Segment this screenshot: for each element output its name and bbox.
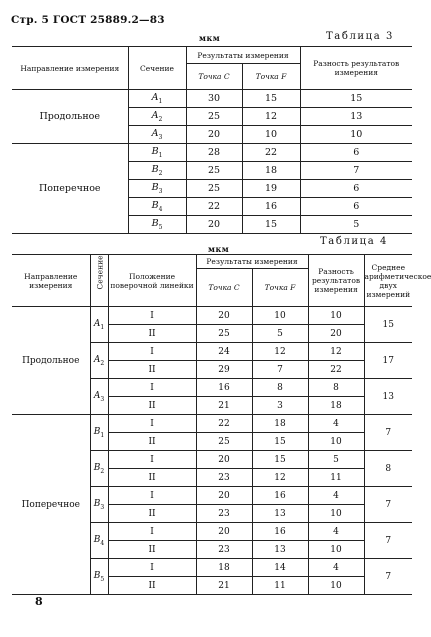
t3-header-results: Результаты измерения [186,47,300,64]
section-letter: B [151,146,159,158]
table-row [12,144,412,162]
mean-value: 15 [364,307,412,343]
point-c-value: 20 [196,523,252,541]
section-cell [90,487,108,523]
t4-header-direction: Направление измерения [12,255,90,307]
table4-title: Таблица 4 [320,236,389,247]
point-f-value: 8 [252,379,308,397]
point-c-value: 24 [196,343,252,361]
point-c-value: 22 [196,415,252,433]
section-index: 1 [158,97,163,105]
table3-title: Таблица 3 [326,31,395,42]
difference-value: 5 [300,216,412,234]
point-c-value: 30 [186,90,242,108]
difference-value: 4 [308,523,364,541]
section-index: 1 [158,151,163,159]
difference-value: 6 [300,198,412,216]
section-index: 2 [158,115,163,123]
difference-value: 10 [308,505,364,523]
section-index: 4 [100,539,105,547]
section-index: 2 [100,467,105,475]
point-f-value: 12 [242,108,300,126]
ruler-position: II [108,325,196,343]
point-f-value: 18 [252,415,308,433]
point-c-value: 22 [186,198,242,216]
difference-value: 6 [300,180,412,198]
section-letter: A [151,92,159,104]
point-f-value: 12 [252,469,308,487]
section-cell [90,379,108,415]
section-letter: B [93,570,101,581]
difference-value: 7 [300,162,412,180]
direction-cell: Продольное [12,90,128,144]
t4-header-section-text: Сечение [95,255,104,290]
section-index: 1 [100,323,105,331]
point-f-value: 10 [252,307,308,325]
point-f-value: 5 [252,325,308,343]
point-f-value: 10 [242,126,300,144]
difference-value: 11 [308,469,364,487]
point-c-value: 25 [186,180,242,198]
section-index: 3 [158,187,163,195]
section-letter: B [93,498,101,509]
t4-header-point-c: Точка C [196,269,252,307]
point-f-value: 15 [252,451,308,469]
t3-header-direction: Направление измерения [12,47,128,90]
section-cell [128,90,186,108]
point-c-value: 23 [196,541,252,559]
point-c-value: 29 [196,361,252,379]
section-index: 2 [100,359,105,367]
point-f-value: 18 [242,162,300,180]
section-cell [128,126,186,144]
section-cell [128,216,186,234]
section-letter: B [151,164,159,176]
table4 [12,254,431,595]
point-c-value: 25 [186,162,242,180]
point-f-value: 15 [242,90,300,108]
section-cell [128,144,186,162]
point-c-value: 20 [186,216,242,234]
point-f-value: 3 [252,397,308,415]
difference-value: 22 [308,361,364,379]
section-letter: B [151,200,159,212]
point-c-value: 23 [196,505,252,523]
page-number: 8 [35,595,43,608]
section-letter: B [151,182,159,194]
difference-value: 4 [308,487,364,505]
t4-header-point-f: Точка F [252,269,308,307]
mean-value: 7 [364,523,412,559]
ruler-position: I [108,523,196,541]
section-index: 2 [158,169,163,177]
difference-value: 4 [308,415,364,433]
ruler-position: I [108,307,196,325]
point-f-value: 14 [252,559,308,577]
point-c-value: 20 [196,307,252,325]
point-c-value: 21 [196,397,252,415]
section-letter: A [93,318,101,329]
section-index: 3 [100,395,105,403]
point-c-value: 25 [186,108,242,126]
section-cell [90,523,108,559]
section-index: 1 [100,431,105,439]
point-c-value: 20 [196,451,252,469]
direction-cell: Поперечное [12,415,90,595]
ruler-position: I [108,451,196,469]
point-f-value: 7 [252,361,308,379]
difference-value: 10 [300,126,412,144]
section-letter: A [93,390,101,401]
ruler-position: II [108,577,196,595]
difference-value: 18 [308,397,364,415]
mean-value: 7 [364,559,412,595]
section-cell [128,198,186,216]
point-c-value: 28 [186,144,242,162]
section-cell [128,162,186,180]
point-f-value: 13 [252,541,308,559]
section-letter: A [151,110,159,122]
difference-value: 10 [308,307,364,325]
section-cell [128,180,186,198]
point-c-value: 23 [196,469,252,487]
page-header: Стр. 5 ГОСТ 25889.2—83 [11,14,165,26]
point-c-value: 21 [196,577,252,595]
section-letter: A [151,128,159,140]
section-letter: A [93,354,101,365]
point-c-value: 16 [196,379,252,397]
section-cell [90,415,108,451]
t3-header-point-c: Точка C [186,64,242,90]
point-c-value: 20 [186,126,242,144]
difference-value: 12 [308,343,364,361]
section-cell [90,343,108,379]
difference-value: 10 [308,577,364,595]
difference-value: 15 [300,90,412,108]
ruler-position: I [108,343,196,361]
table-row [12,415,412,433]
t4-header-mean: Среднее арифметическое двух измерений [364,255,412,307]
table-row [12,307,412,325]
section-cell [90,307,108,343]
ruler-position: I [108,559,196,577]
direction-cell: Поперечное [12,144,128,234]
table3-unit: мкм [199,33,221,43]
mean-value: 13 [364,379,412,415]
mean-value: 17 [364,343,412,379]
section-index: 3 [158,133,163,141]
ruler-position: I [108,379,196,397]
difference-value: 5 [308,451,364,469]
section-cell [128,108,186,126]
direction-cell: Продольное [12,307,90,415]
point-c-value: 25 [196,433,252,451]
point-f-value: 13 [252,505,308,523]
point-f-value: 15 [252,433,308,451]
section-letter: B [151,218,159,230]
section-letter: B [93,534,101,545]
ruler-position: II [108,469,196,487]
difference-value: 4 [308,559,364,577]
section-index: 4 [158,205,163,213]
point-f-value: 12 [252,343,308,361]
ruler-position: II [108,361,196,379]
ruler-position: II [108,433,196,451]
ruler-position: I [108,487,196,505]
table4-unit: мкм [208,244,230,254]
section-index: 3 [100,503,105,511]
difference-value: 13 [300,108,412,126]
table-row [12,90,412,108]
ruler-position: I [108,415,196,433]
difference-value: 20 [308,325,364,343]
point-f-value: 16 [242,198,300,216]
point-f-value: 22 [242,144,300,162]
section-letter: B [93,426,101,437]
point-f-value: 11 [252,577,308,595]
t3-header-difference: Разность результатов измерения [300,47,412,90]
point-f-value: 19 [242,180,300,198]
difference-value: 10 [308,541,364,559]
difference-value: 6 [300,144,412,162]
section-letter: B [93,462,101,473]
section-index: 5 [158,223,163,231]
point-c-value: 25 [196,325,252,343]
t4-header-difference: Разность результатов измерения [308,255,364,307]
point-c-value: 18 [196,559,252,577]
section-cell [90,559,108,595]
table3 [12,46,412,234]
point-f-value: 16 [252,523,308,541]
mean-value: 7 [364,487,412,523]
ruler-position: II [108,541,196,559]
point-f-value: 16 [252,487,308,505]
point-c-value: 20 [196,487,252,505]
ruler-position: II [108,397,196,415]
section-index: 5 [100,575,105,583]
mean-value: 7 [364,415,412,451]
difference-value: 8 [308,379,364,397]
t3-header-point-f: Точка F [242,64,300,90]
mean-value: 8 [364,451,412,487]
t4-header-ruler: Положение поверочной линейки [108,255,196,307]
t4-header-results: Результаты измерения [196,255,308,269]
difference-value: 10 [308,433,364,451]
ruler-position: II [108,505,196,523]
t3-header-section: Сечение [128,47,186,90]
point-f-value: 15 [242,216,300,234]
section-cell [90,451,108,487]
t4-header-section [90,255,108,307]
